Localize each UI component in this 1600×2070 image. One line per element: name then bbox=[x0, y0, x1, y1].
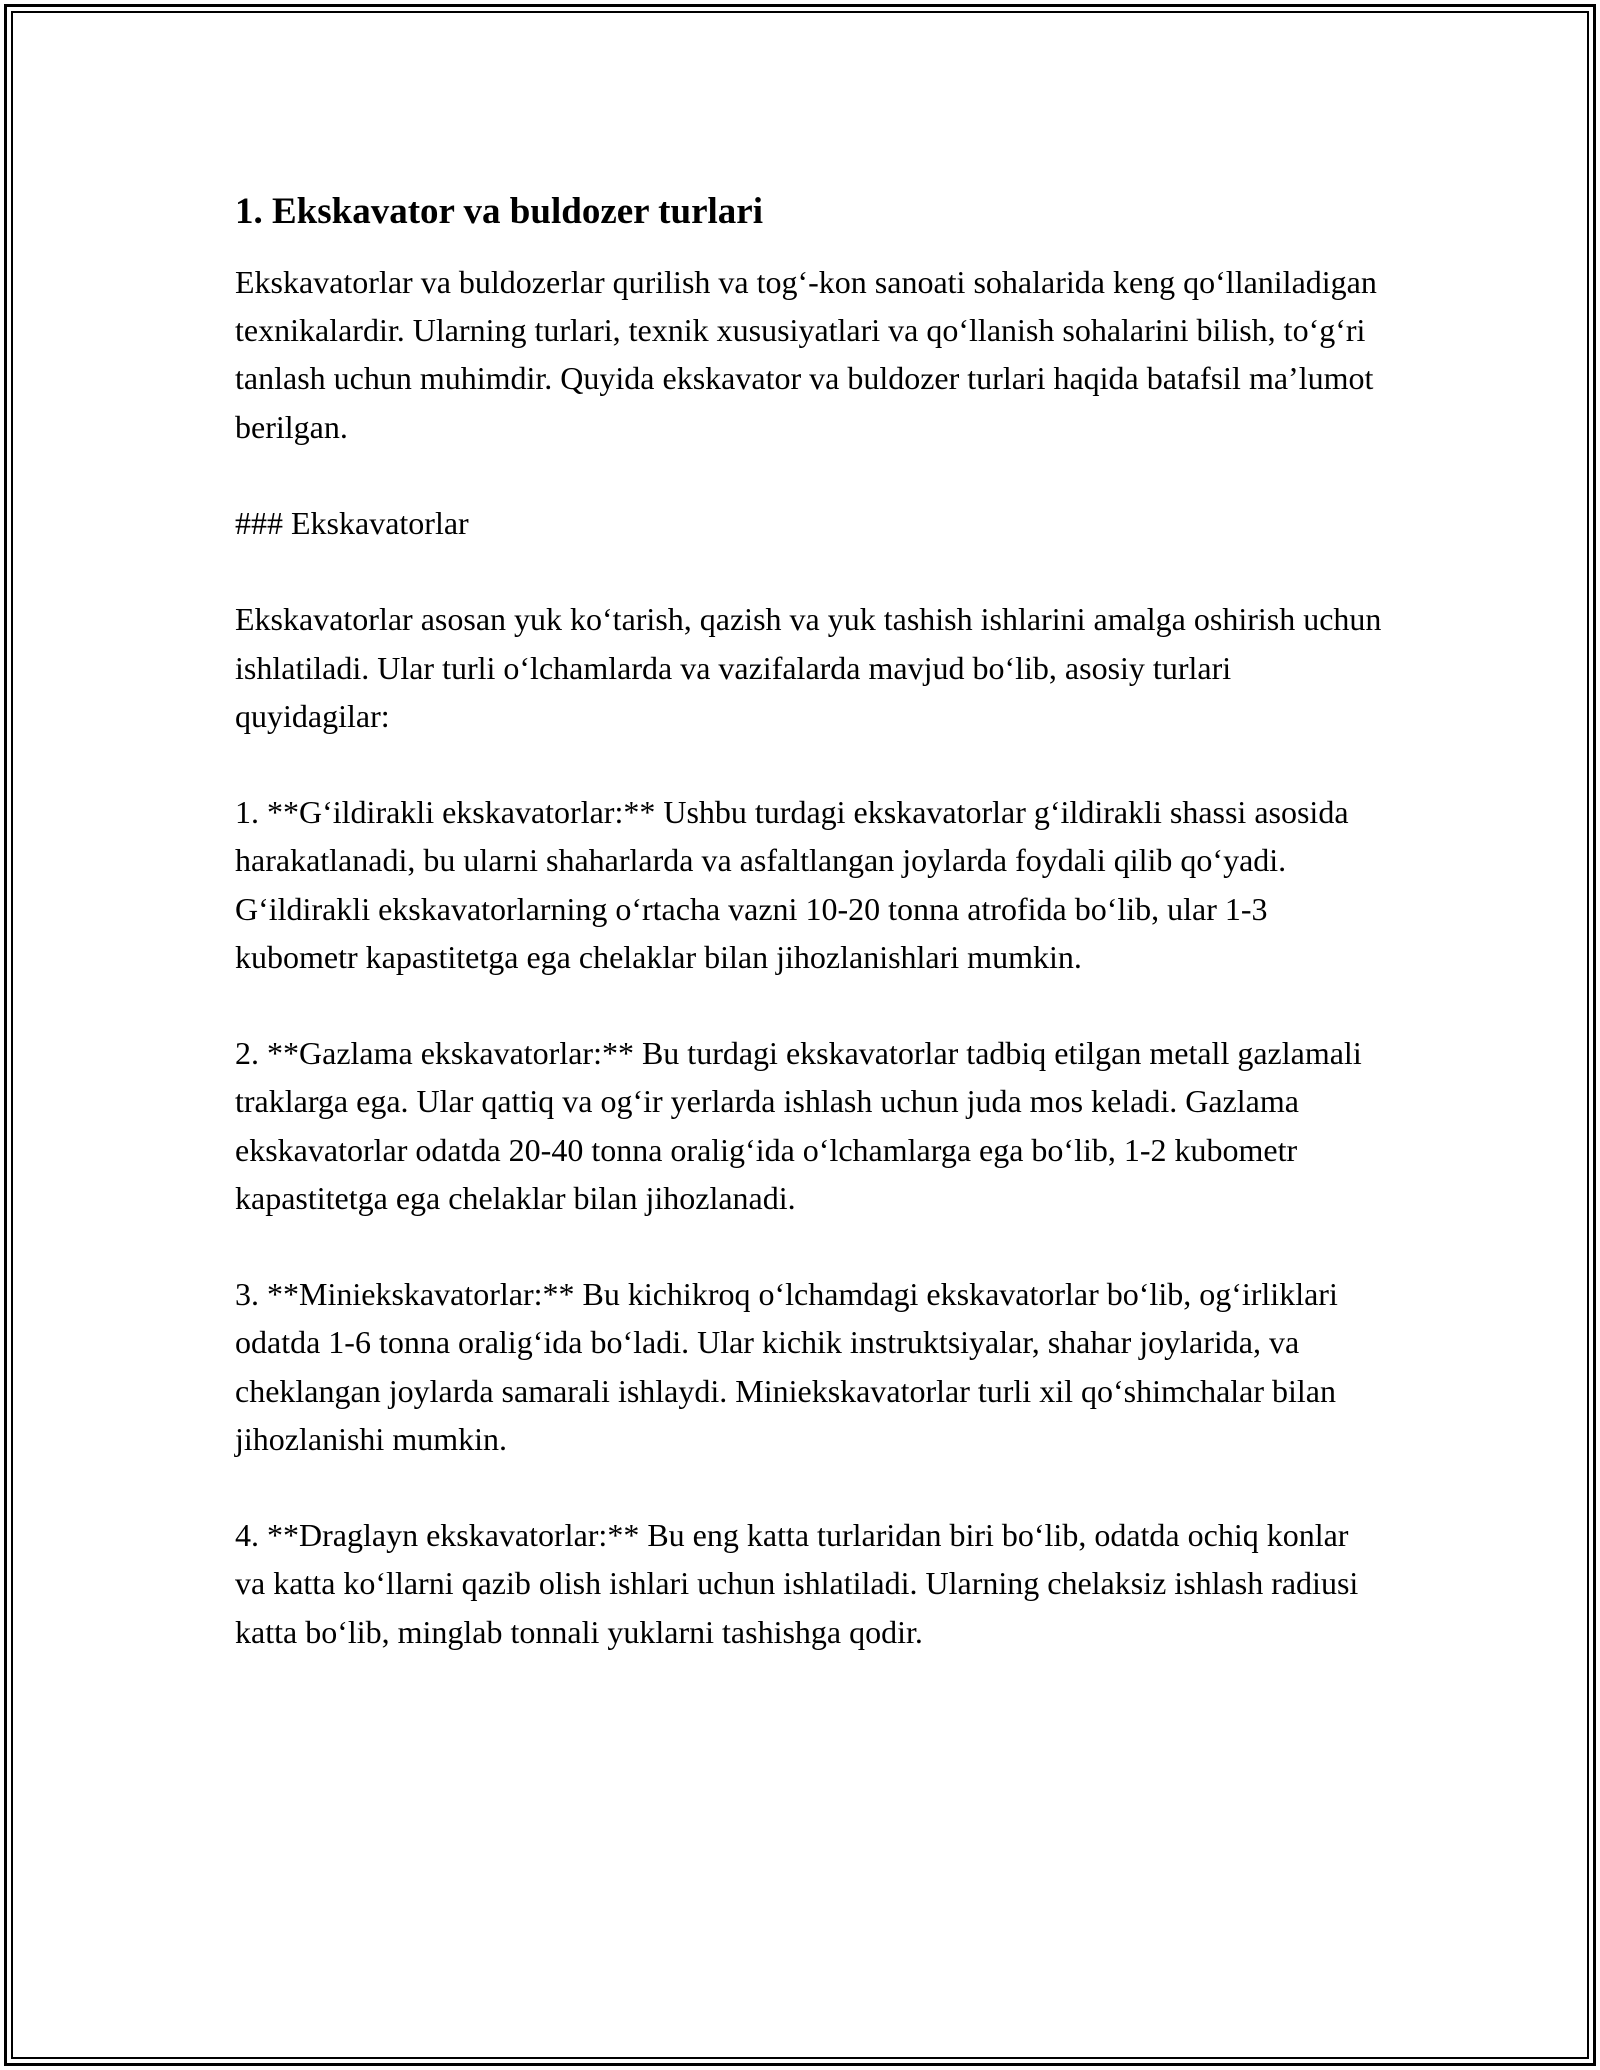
document-body bbox=[235, 188, 1385, 1656]
list-item-gildirakli: 1. **G‘ildirakli ekskavatorlar:** Ushbu turdagi ekskavatorlar g‘ildirakli shassi asosida harakatlanadi, bu ularni shaharlarda va asfaltlangan joylarda foydali qilib qo‘yadi. G‘ildirakli ekskavatorlarning o‘rtacha vazni 10-20 tonna atrofida bo‘lib, ular 1-3 kubometr kapastitetga ega chelaklar bilan jihozlanishlari mumkin. bbox=[235, 794, 1349, 975]
ekskavatorlar-intro-paragraph: Ekskavatorlar asosan yuk ko‘tarish, qazish va yuk tashish ishlarini amalga oshirish uchun ishlatiladi. Ular turli o‘lchamlarda va vazifalarda mavjud bo‘lib, asosiy turlari quyidagilar: bbox=[235, 601, 1382, 734]
list-item-miniekskavatorlar: 3. **Miniekskavatorlar:** Bu kichikroq o‘lchamdagi ekskavatorlar bo‘lib, og‘irliklari odatda 1-6 tonna oralig‘ida bo‘ladi. Ular kichik instruktsiyalar, shahar joylarida, va cheklangan joylarda samarali ishlaydi. Miniekskavatorlar turli xil qo‘shimchalar bilan jihozlanishi mumkin. bbox=[235, 1276, 1338, 1457]
intro-paragraph: Ekskavatorlar va buldozerlar qurilish va tog‘-kon sanoati sohalarida keng qo‘llaniladigan texnikalardir. Ularning turlari, texnik xususiyatlari va qo‘llanish sohalarini bilish, to‘g‘ri tanlash uchun muhimdir. Quyida ekskavator va buldozer turlari haqida batafsil ma’lumot berilgan. bbox=[235, 264, 1377, 445]
list-item-draglayn: 4. **Draglayn ekskavatorlar:** Bu eng katta turlaridan biri bo‘lib, odatda ochiq konlar va katta ko‘llarni qazib olish ishlari uchun ishlatiladi. Ularning chelaksiz ishlash radiusi katta bo‘lib, minglab tonnali yuklarni tashishga qodir. bbox=[235, 1517, 1359, 1650]
document-title: 1. Ekskavator va buldozer turlari bbox=[235, 191, 763, 232]
list-item-gazlama: 2. **Gazlama ekskavatorlar:** Bu turdagi ekskavatorlar tadbiq etilgan metall gazlamali traklarga ega. Ular qattiq va og‘ir yerlarda ishlash uchun juda mos keladi. Gazlama ekskavatorlar odatda 20-40 tonna oralig‘ida o‘lchamlarga ega bo‘lib, 1-2 kubometr kapastitetga ega chelaklar bilan jihozlanadi. bbox=[235, 1035, 1362, 1216]
section-heading-ekskavatorlar: ### Ekskavatorlar bbox=[235, 505, 469, 541]
